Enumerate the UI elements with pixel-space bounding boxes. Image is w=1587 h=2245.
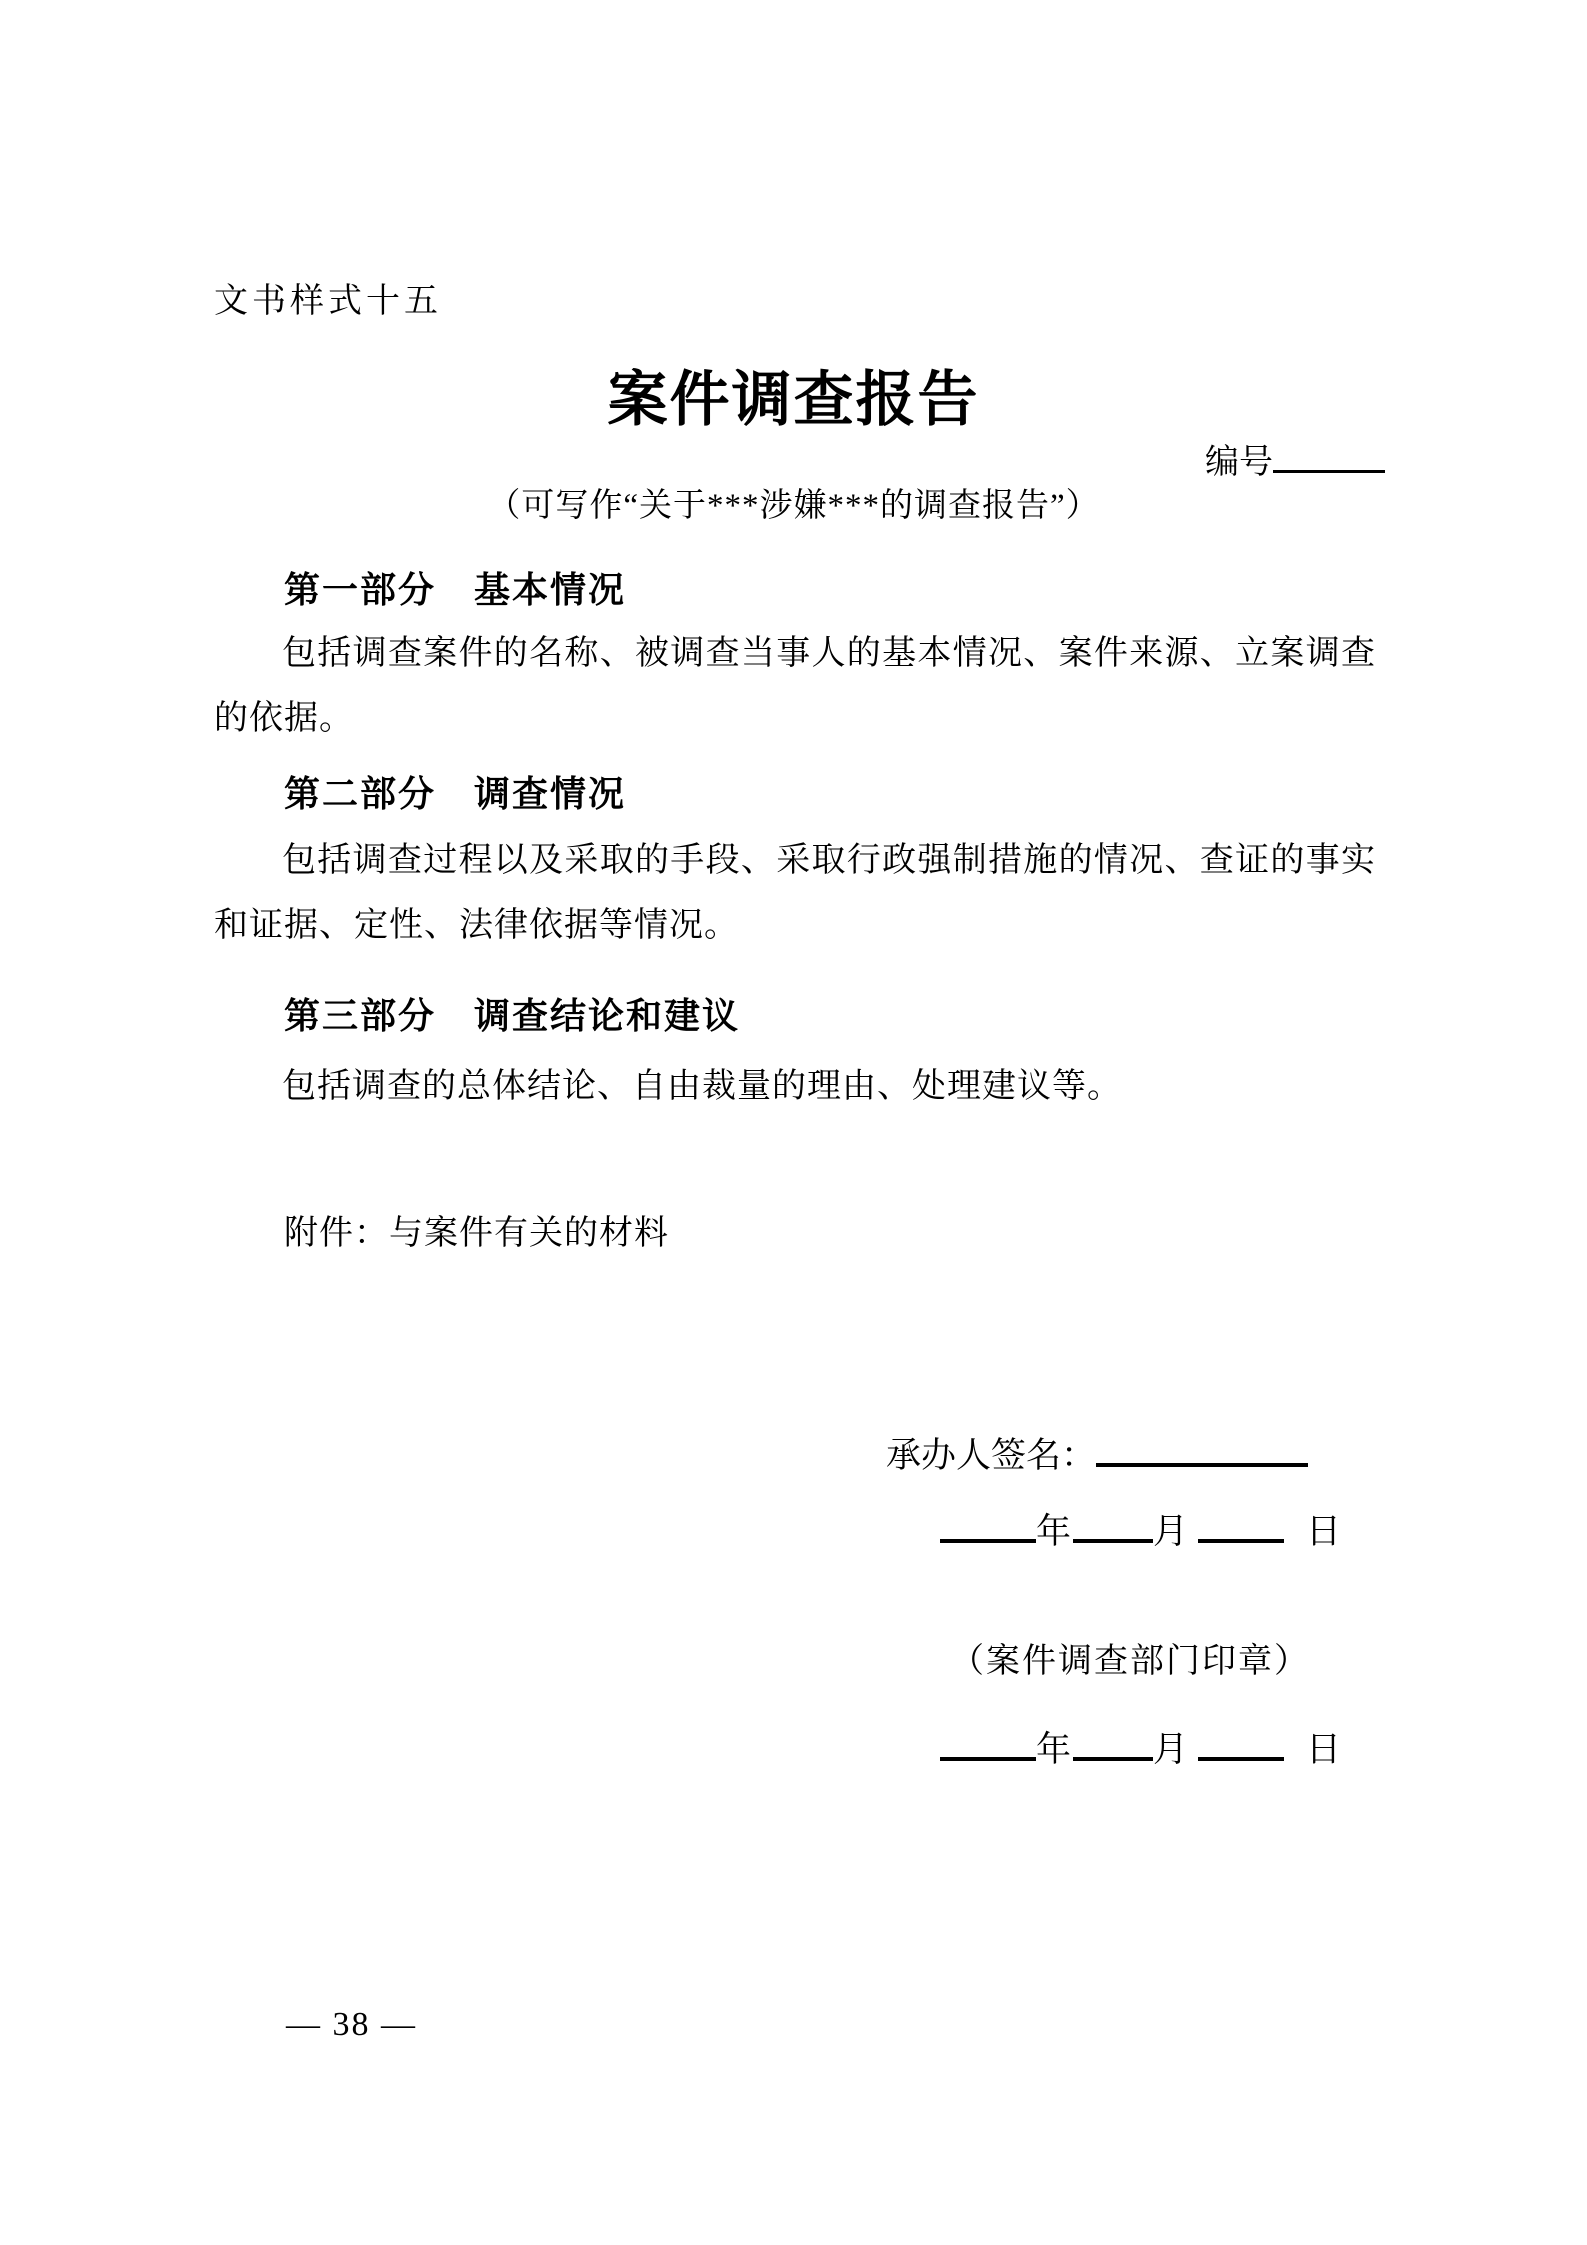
document-title: 案件调查报告 [607,367,980,433]
doc-style-label: 文书样式十五 [214,283,442,320]
day-blank-line [1198,1722,1284,1761]
month-label: 月 [1153,1512,1189,1551]
month-blank-line [1073,1722,1153,1761]
day-blank-line [1198,1504,1284,1543]
signature-label: 承办人签名： [886,1436,1097,1475]
section-heading-part2: 第二部分 调查情况 [284,773,627,814]
day-label: 日 [1306,1512,1342,1551]
month-blank-line [1073,1504,1153,1543]
section-body-part1: 包括调查案件的名称、被调查当事人的基本情况、案件来源、立案调查的依据。 [214,635,1376,737]
section-heading-part3: 第三部分 调查结论和建议 [284,995,741,1036]
signature-blank-line [1096,1428,1308,1467]
seal-date-line [940,1722,1341,1772]
month-label: 月 [1153,1730,1189,1769]
document-subtitle: （可写作“关于***涉嫌***的调查报告”） [487,488,1100,524]
document-number-line [1205,436,1385,484]
handler-signature-line [886,1428,1308,1478]
section-body-part3: 包括调查的总体结论、自由裁量的理由、处理建议等。 [282,1068,1122,1105]
page-number: — 38 — [286,2006,417,2043]
seal-label: （案件调查部门印章） [950,1643,1310,1680]
section-body-part2: 包括调查过程以及采取的手段、采取行政强制措施的情况、查证的事实和证据、定性、法律依据等情况。 [214,842,1376,944]
day-label: 日 [1306,1730,1342,1769]
year-label: 年 [1036,1512,1072,1551]
year-label: 年 [1036,1730,1072,1769]
attachment-line: 附件：与案件有关的材料 [284,1215,669,1252]
year-blank-line [940,1504,1036,1543]
number-label: 编号 [1205,444,1273,481]
section-heading-part1: 第一部分 基本情况 [284,569,627,610]
signature-date-line [940,1504,1341,1554]
number-blank-line [1273,436,1385,473]
year-blank-line [940,1722,1036,1761]
